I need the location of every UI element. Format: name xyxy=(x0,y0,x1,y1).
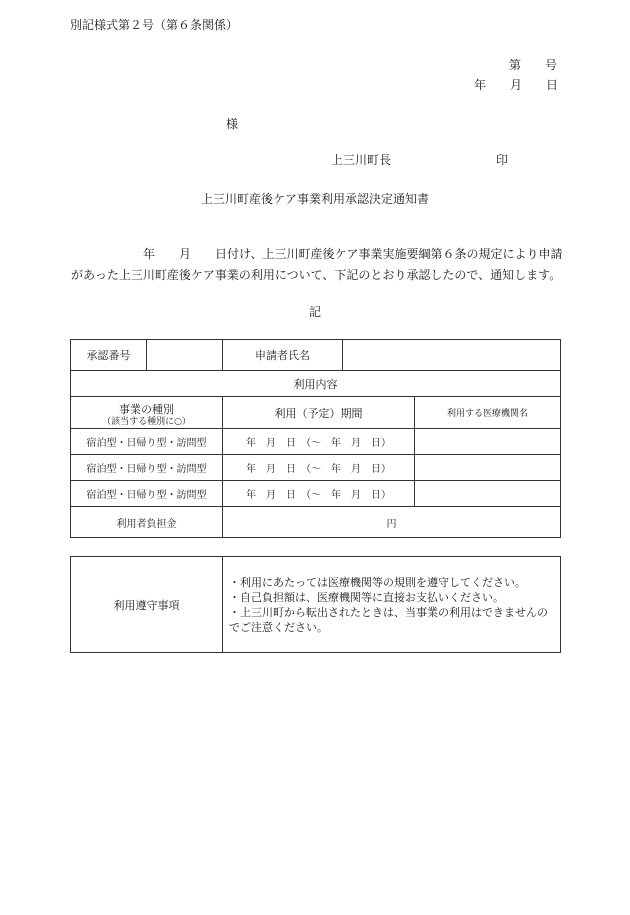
usage-rules-list xyxy=(223,557,561,653)
issuer-name: 上三川町長 xyxy=(331,153,392,167)
usage-rules-label: 利用遵守事項 xyxy=(71,557,223,653)
body-text-line-1: 年 月 日付け、上三川町産後ケア事業実施要綱第６条の規定により申請 xyxy=(143,247,563,261)
usage-rule-item: ・自己負担額は、医療機関等に直接お支払いください。 xyxy=(229,590,504,604)
facility-name-field[interactable] xyxy=(415,455,561,481)
service-type-options[interactable]: 宿泊型・日帰り型・訪問型 xyxy=(71,429,223,455)
usage-rule-item: ・上三川町から転出されたときは、当事業の利用はできませんのでご注意ください。 xyxy=(229,605,548,634)
ki-marker: 記 xyxy=(308,305,321,319)
document-title: 上三川町産後ケア事業利用承認決定通知書 xyxy=(200,192,429,206)
usage-period-field[interactable]: 年 月 日 （～ 年 月 日） xyxy=(223,455,415,481)
recipient-honorific: 様 xyxy=(226,117,239,131)
usage-section-header: 利用内容 xyxy=(71,371,561,397)
service-type-options[interactable]: 宿泊型・日帰り型・訪問型 xyxy=(71,481,223,507)
body-text-line-2: があった上三川町産後ケア事業の利用について、下記のとおり承認したので、通知します。 xyxy=(71,268,562,282)
service-type-header xyxy=(71,397,223,429)
form-label: 別記様式第２号（第６条関係） xyxy=(70,18,239,32)
usage-rules-table xyxy=(70,556,561,653)
usage-period-field[interactable]: 年 月 日 （～ 年 月 日） xyxy=(223,481,415,507)
facility-name-field[interactable] xyxy=(415,429,561,455)
usage-period-header: 利用（予定）期間 xyxy=(223,397,415,429)
applicant-name-label: 申請者氏名 xyxy=(223,340,343,371)
document-number: 第 号 xyxy=(509,58,558,72)
table-row xyxy=(71,481,561,507)
facility-name-header: 利用する医療機関名 xyxy=(415,397,561,429)
table-row xyxy=(71,429,561,455)
approval-number-label: 承認番号 xyxy=(71,340,147,371)
table-row xyxy=(71,455,561,481)
seal-mark: 印 xyxy=(496,153,509,167)
approval-number-field[interactable] xyxy=(147,340,223,371)
service-type-header-label: 事業の種別 xyxy=(119,402,174,416)
applicant-name-field[interactable] xyxy=(343,340,561,371)
user-burden-label: 利用者負担金 xyxy=(71,507,223,538)
document-date: 年 月 日 xyxy=(474,78,559,92)
service-type-header-note: （該当する種別に○） xyxy=(102,416,191,427)
user-burden-field[interactable]: 円 xyxy=(223,507,561,538)
usage-rule-item: ・利用にあたっては医療機関等の規則を遵守してください。 xyxy=(229,575,526,589)
facility-name-field[interactable] xyxy=(415,481,561,507)
approval-details-table xyxy=(70,339,561,538)
usage-period-field[interactable]: 年 月 日 （～ 年 月 日） xyxy=(223,429,415,455)
service-type-options[interactable]: 宿泊型・日帰り型・訪問型 xyxy=(71,455,223,481)
